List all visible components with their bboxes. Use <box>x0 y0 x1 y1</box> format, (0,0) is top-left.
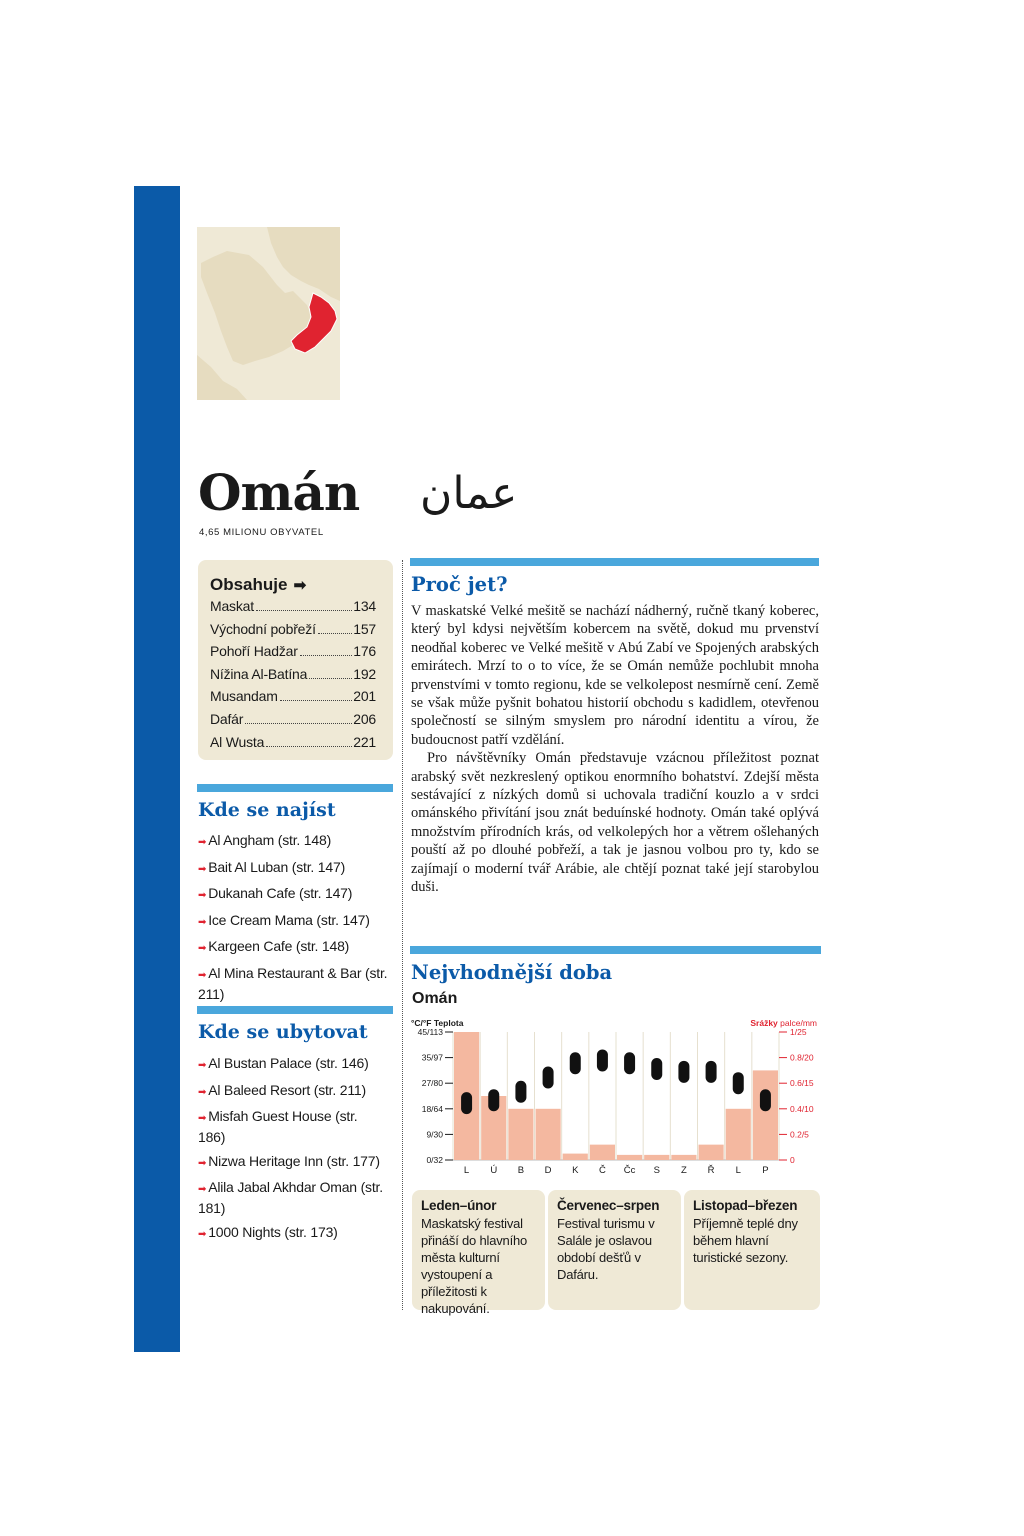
temperature-mark <box>678 1061 689 1083</box>
right-tick-label: 0.8/20 <box>790 1052 814 1063</box>
section-rule <box>197 1006 393 1014</box>
arrow-right-icon: ➡ <box>198 1113 207 1124</box>
contents-item-page: 176 <box>353 643 376 660</box>
rainfall-bar <box>644 1155 669 1160</box>
season-title: Leden–únor <box>421 1198 497 1213</box>
climate-chart <box>409 1014 821 1180</box>
left-axis-label: °C/°F Teplota <box>411 1018 464 1028</box>
list-item-text: Al Bustan Palace (str. 146) <box>208 1055 369 1071</box>
temperature-mark <box>651 1058 662 1080</box>
month-label: Čc <box>623 1165 636 1176</box>
temperature-mark <box>760 1089 771 1111</box>
month-label: Z <box>681 1165 687 1176</box>
right-tick-label: 0.2/5 <box>790 1129 809 1140</box>
list-item-text: Kargeen Cafe (str. 148) <box>208 938 350 954</box>
why-body <box>411 602 819 897</box>
month-label: Č <box>598 1165 606 1176</box>
left-tick-label: 45/113 <box>417 1027 443 1037</box>
left-tick-label: 18/64 <box>421 1103 443 1114</box>
temperature-mark <box>624 1052 635 1074</box>
list-item[interactable] <box>198 911 388 932</box>
dot-leader <box>309 678 352 679</box>
arabic-title: عمان <box>420 468 518 519</box>
season-card <box>412 1190 545 1316</box>
contents-box <box>198 560 393 760</box>
dot-leader <box>318 633 352 634</box>
rainfall-bar <box>508 1109 533 1160</box>
dot-leader <box>256 610 352 611</box>
list-item[interactable] <box>198 1223 388 1244</box>
arrow-right-icon: ➡ <box>198 837 207 848</box>
temperature-mark <box>597 1049 608 1071</box>
contents-item-label: Musandam <box>210 688 278 705</box>
list-item-text: Al Mina Restaurant & Bar (str. 211) <box>198 964 388 1002</box>
right-axis-label <box>750 1018 817 1028</box>
list-item[interactable] <box>198 831 388 852</box>
contents-item[interactable] <box>210 688 376 711</box>
rainfall-bar <box>671 1155 696 1160</box>
map-graphic <box>197 227 340 400</box>
right-tick-label: 0.6/15 <box>790 1078 814 1089</box>
arrow-right-icon: ➡ <box>198 1157 207 1169</box>
dot-leader <box>266 746 352 747</box>
list-item-text: Alila Jabal Akhdar Oman (str. 181) <box>198 1179 383 1216</box>
list-item[interactable] <box>198 1107 388 1146</box>
contents-item[interactable] <box>210 643 376 666</box>
contents-item-label: Pohoří Hadžar <box>210 643 298 660</box>
contents-item-label: Nížina Al-Batína <box>210 665 308 682</box>
contents-item[interactable] <box>210 621 376 644</box>
contents-item-label: Dafár <box>210 710 244 727</box>
page-title: Omán <box>198 463 360 522</box>
eat-heading: Kde se najíst <box>198 799 336 821</box>
rainfall-bar <box>753 1070 778 1160</box>
arrow-right-icon: ➡ <box>198 1184 207 1195</box>
contents-item-label: Al Wusta <box>210 733 265 750</box>
contents-item-page: 221 <box>353 733 376 750</box>
list-item-text: 1000 Nights (str. 173) <box>208 1223 338 1240</box>
list-item-text: Nizwa Heritage Inn (str. 177) <box>208 1152 380 1169</box>
contents-item[interactable] <box>210 598 376 621</box>
temperature-mark <box>706 1061 717 1083</box>
list-item-text: Al Angham (str. 148) <box>208 832 332 848</box>
contents-item-page: 192 <box>353 665 376 682</box>
list-item-text: Misfah Guest House (str. 186) <box>198 1108 358 1145</box>
list-item-text: Al Baleed Resort (str. 211) <box>208 1081 366 1098</box>
month-label: Ú <box>490 1165 498 1176</box>
temperature-mark <box>733 1072 744 1094</box>
season-card <box>548 1190 681 1310</box>
sleep-list <box>198 1054 388 1249</box>
month-label: L <box>463 1165 470 1176</box>
contents-item[interactable] <box>210 711 376 734</box>
rainfall-bar <box>617 1155 642 1160</box>
arrow-right-icon: ➡ <box>198 1228 207 1240</box>
contents-item-label: Východní pobřeží <box>210 620 316 637</box>
dot-leader <box>245 723 352 724</box>
why-paragraph: Pro návštěvníky Omán představuje vzácnou příležitost poznat arabský svět nezkreslený optikou enormního bohatství. Zdejší města sestávající z nízkých domů si uchovala tradiční kouzlo a v srdci ománského přivítání jsou znát beduínské hodnoty. Omán také oplývá množstvím přírodních krás, od velkolepých hor a větrem ošlehaných pouští až po dlouhé pobřeží, a tak je jasnou volbou pro ty, kdo se zajímají o moderní tvář Arábie, ale chtějí poznat také její starobylou duši. <box>411 750 819 896</box>
arrow-right-icon: ➡ <box>198 890 207 901</box>
left-tick-label: 27/80 <box>421 1078 443 1089</box>
arrow-right-icon: ➡ <box>198 1086 207 1098</box>
list-item[interactable] <box>198 1152 388 1173</box>
arrow-right-icon: ➡ <box>198 969 207 981</box>
list-item[interactable] <box>198 884 388 905</box>
locator-map <box>197 227 340 400</box>
month-label: L <box>735 1165 741 1176</box>
arrow-right-icon: ➡ <box>198 916 207 928</box>
eat-list <box>198 831 388 1008</box>
list-item[interactable] <box>198 858 388 879</box>
why-heading: Proč jet? <box>411 573 508 596</box>
climate-heading: Nejvhodnější doba <box>411 961 613 984</box>
contents-item-label: Maskat <box>210 598 254 614</box>
arrow-right-icon: ➡ <box>289 577 307 594</box>
arrow-right-icon: ➡ <box>198 863 207 875</box>
dot-leader <box>280 700 353 701</box>
contents-item[interactable] <box>210 734 376 757</box>
right-tick-label: 1/25 <box>790 1027 807 1037</box>
contents-heading <box>210 575 306 595</box>
contents-item-page: 134 <box>353 598 376 614</box>
temperature-mark <box>461 1092 472 1114</box>
right-axis-label-emph: Srážky <box>750 1018 778 1028</box>
left-tick-label: 35/97 <box>421 1052 443 1063</box>
rainfall-bar <box>536 1109 561 1160</box>
left-tick-label: 0/32 <box>426 1155 443 1165</box>
season-title: Červenec–srpen <box>557 1198 660 1213</box>
sleep-heading: Kde se ubytovat <box>198 1021 368 1043</box>
contents-item-page: 157 <box>353 620 376 637</box>
column-divider <box>402 560 403 1310</box>
list-item-text: Dukanah Cafe (str. 147) <box>208 885 353 901</box>
contents-item-page: 206 <box>353 710 376 727</box>
left-tick-label: 9/30 <box>426 1129 443 1140</box>
list-item-text: Bait Al Luban (str. 147) <box>208 858 346 875</box>
temperature-mark <box>543 1067 554 1089</box>
rainfall-bar <box>563 1154 588 1160</box>
temperature-mark <box>515 1081 526 1103</box>
month-label: B <box>517 1165 525 1176</box>
section-rule <box>197 784 393 792</box>
month-label: D <box>544 1165 552 1176</box>
temperature-mark <box>570 1052 581 1074</box>
right-axis-label-rest: palce/mm <box>777 1018 817 1028</box>
list-item[interactable] <box>198 1178 388 1217</box>
contents-heading-label: Obsahuje <box>210 575 288 594</box>
contents-item-page: 201 <box>353 688 376 705</box>
right-tick-label: 0.4/10 <box>790 1103 814 1114</box>
section-rule <box>410 946 821 954</box>
rainfall-bar <box>590 1145 615 1160</box>
arrow-right-icon: ➡ <box>198 943 207 954</box>
population-label: 4,65 MILIONU OBYVATEL <box>199 527 324 538</box>
chapter-color-bar <box>134 186 180 1352</box>
season-text: Příjemně teplé dny během hlavní turistické sezony. <box>693 1216 798 1265</box>
month-label: P <box>762 1165 769 1176</box>
rainfall-bar <box>699 1145 724 1160</box>
season-card <box>684 1190 820 1310</box>
dot-leader <box>300 655 353 656</box>
why-paragraph: V maskatské Velké mešitě se nachází nádherný, ručně tkaný koberec, který byl kdysi největším kobercem na světě, dokud mu prvenství neodňal koberec ve Velké mešitě v Abú Zabí ve Spojených arabských emirátech. Mrzí to o to více, že se Omán nemůže pochlubit mnoha prvenstvími v tomto regionu, kde se velkolepost nesmírně cení. Země se však může pyšnit bohatou historií obchodu s kadidlem, otevřenou společností se silným smyslem pro národní identitu a vírou, že budoucnost patří vzdělání. <box>411 603 819 748</box>
season-text: Festival turismu v Salále je oslavou období dešťů v Dafáru. <box>557 1216 655 1282</box>
month-label: K <box>572 1165 579 1176</box>
list-item[interactable] <box>198 937 388 958</box>
month-label: S <box>653 1165 660 1176</box>
climate-subheading: Omán <box>412 990 458 1007</box>
right-tick-label: 0 <box>790 1155 795 1165</box>
list-item[interactable] <box>198 964 388 1003</box>
contents-item[interactable] <box>210 666 376 689</box>
list-item-text: Ice Cream Mama (str. 147) <box>208 911 370 928</box>
contents-list <box>210 598 376 756</box>
arrow-right-icon: ➡ <box>198 1060 207 1071</box>
season-text: Maskatský festival přináší do hlavního města kulturní vystoupení a příležitosti k nakupování. <box>421 1216 528 1316</box>
month-label: Ř <box>707 1165 715 1176</box>
section-rule <box>410 558 819 566</box>
rainfall-bar <box>726 1109 751 1160</box>
list-item[interactable] <box>198 1054 388 1075</box>
temperature-mark <box>488 1089 499 1111</box>
list-item[interactable] <box>198 1081 388 1102</box>
season-title: Listopad–březen <box>693 1198 798 1213</box>
